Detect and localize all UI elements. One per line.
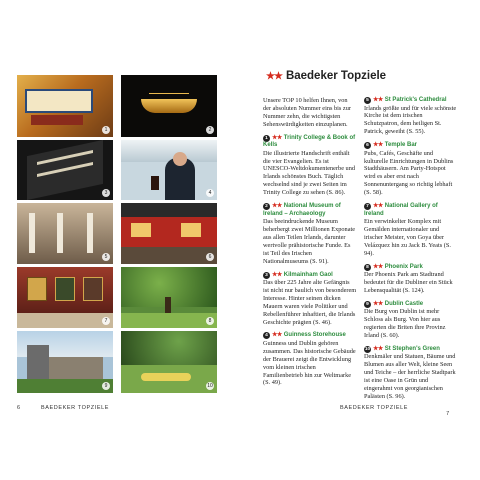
number-badge: 5 bbox=[364, 97, 371, 104]
photo-number: 10 bbox=[207, 383, 213, 389]
photo-temple-bar-pub bbox=[121, 203, 217, 264]
photo-golden-boat bbox=[121, 75, 217, 137]
list-item bbox=[364, 301, 458, 340]
item-title bbox=[263, 272, 357, 280]
photo-st-stephens-green bbox=[121, 331, 217, 393]
photo-number: 2 bbox=[206, 126, 214, 134]
heading-text: Baedeker Topziele bbox=[285, 70, 387, 82]
item-title-text: Dublin Castle bbox=[384, 300, 424, 307]
list-item bbox=[263, 135, 357, 197]
item-text: Pubs, Cafés, Geschäfte und kulturelle Einrichtungen in Dublins Stadthäusern. Am Party-Hotspot wird es aber erst nach Sonnenuntergang so richtig lebhaft (S. 58). bbox=[364, 149, 454, 197]
item-title-text: St Stephen's Green bbox=[384, 345, 440, 352]
photo-guinness-bartender bbox=[121, 140, 217, 200]
right-page bbox=[240, 0, 480, 480]
photo-museum-gallery bbox=[17, 203, 113, 264]
list-item bbox=[263, 272, 357, 327]
right-page-footer bbox=[340, 405, 480, 417]
star-rating-icon: ★★ bbox=[373, 203, 383, 210]
item-title bbox=[364, 203, 458, 218]
list-item bbox=[263, 332, 357, 387]
number-badge: 7 bbox=[364, 203, 371, 210]
page-number: 7 bbox=[446, 411, 450, 417]
photo-number: 6 bbox=[206, 253, 214, 261]
star-rating-icon: ★★ bbox=[272, 271, 282, 278]
item-title-text: Guinness Storehouse bbox=[283, 332, 346, 339]
item-title bbox=[364, 301, 458, 309]
running-title: BAEDEKER TOPZIELE bbox=[340, 405, 409, 411]
list-item bbox=[263, 203, 357, 265]
photo-number: 3 bbox=[102, 189, 110, 197]
item-title bbox=[364, 142, 458, 150]
star-rating-icon: ★★ bbox=[373, 300, 383, 307]
running-title: BAEDEKER TOPZIELE bbox=[40, 405, 110, 411]
item-text: Die Burg von Dublin ist mehr Schloss als Burg. Von hier aus regierten die Briten ihre Provinz Irland (S. 60). bbox=[364, 308, 446, 340]
star-rating-icon: ★★ bbox=[373, 142, 383, 149]
star-rating-icon: ★★ bbox=[266, 71, 282, 82]
photo-number: 7 bbox=[102, 317, 110, 325]
item-title bbox=[263, 203, 357, 218]
item-title-text: Kilmainham Gaol bbox=[283, 271, 333, 278]
item-text: Irlands größte und für viele schönste Kirche ist dem irischen Schutzpatron, dem heiligen St. Patrick, geweiht (S. 55). bbox=[364, 104, 457, 136]
number-badge: 6 bbox=[364, 142, 371, 149]
number-badge: 1 bbox=[263, 135, 270, 142]
number-badge: 8 bbox=[364, 264, 371, 271]
number-badge: 4 bbox=[263, 332, 270, 339]
item-title-text: National Museum of Ireland – Archaeology bbox=[263, 203, 341, 217]
item-text: Das über 225 Jahre alte Gefängnis ist nicht nur baulich von besonderem Interesse. Hinter seinen dicken Mauern waren viele Politiker und Rebellenführer inhaftiert, die Irlands Geschichte prägten (S. 46). bbox=[263, 279, 357, 326]
photo-number: 1 bbox=[102, 126, 110, 134]
star-rating-icon: ★★ bbox=[272, 203, 282, 210]
photo-book-of-kells bbox=[17, 75, 113, 137]
number-badge: 9 bbox=[364, 301, 371, 308]
item-title bbox=[263, 135, 357, 150]
photo-national-gallery-room bbox=[17, 267, 113, 328]
photo-phoenix-park-tree bbox=[121, 267, 217, 328]
content-column-right bbox=[364, 97, 458, 407]
star-rating-icon: ★★ bbox=[373, 97, 383, 103]
star-rating-icon: ★★ bbox=[373, 263, 383, 270]
list-item bbox=[364, 346, 458, 401]
item-title bbox=[364, 264, 458, 272]
item-text: Guinness und Dublin gehören zusammen. Das historische Gebäude der Brauerei zeigt die Entwicklung vom kleinen irischen Familienbetrieb hin zur Weltmarke (S. 49). bbox=[263, 339, 356, 387]
star-rating-icon: ★★ bbox=[272, 134, 282, 141]
item-title bbox=[364, 346, 458, 354]
number-badge: 3 bbox=[263, 272, 270, 279]
page-number: 6 bbox=[17, 405, 21, 411]
photo-number: 8 bbox=[206, 317, 214, 325]
left-page-footer bbox=[17, 405, 109, 411]
item-title-text: Phoenix Park bbox=[384, 263, 423, 270]
photo-dublin-castle bbox=[17, 331, 113, 393]
number-badge: 2 bbox=[263, 203, 270, 210]
item-title bbox=[364, 97, 458, 105]
list-item bbox=[364, 142, 458, 197]
item-title-text: Temple Bar bbox=[384, 142, 417, 149]
photo-number: 4 bbox=[206, 189, 214, 197]
list-item bbox=[364, 97, 458, 136]
item-text: Der Phoenix Park am Stadtrand bedeutet für die Dubliner ein Stück Lebensqualität (S. 124). bbox=[364, 271, 453, 294]
item-text: Das beeindruckende Museum beherbergt zwei Millionen Exponate aus allen Teilen Irlands, darunter wertvolle prähistorische Funde. Es ist Teil des Irischen Nationalmuseums (S. 91). bbox=[263, 218, 356, 265]
content-column-left bbox=[263, 97, 357, 393]
photo-number: 9 bbox=[102, 382, 110, 390]
list-item bbox=[364, 264, 458, 295]
item-title-text: National Gallery of Ireland bbox=[364, 203, 438, 217]
item-title bbox=[263, 332, 357, 340]
list-item bbox=[364, 203, 458, 258]
item-text: Ein verwinkelter Komplex mit Gemälden internationaler und irischer Meister, von Goya über Velázquez hin zu Jack B. Yeats (S. 94). bbox=[364, 218, 451, 257]
photo-number: 5 bbox=[102, 253, 110, 261]
item-title-text: St Patrick's Cathedral bbox=[384, 97, 447, 103]
star-rating-icon: ★★ bbox=[272, 332, 282, 339]
star-rating-icon: ★★ bbox=[373, 345, 383, 352]
number-badge: 10 bbox=[364, 346, 371, 352]
item-text: Denkmäler und Statuen, Bäume und Blumen aus aller Welt, kleine Seen und Teiche – der herrliche Stadtpark ist eine Oase in Grün und eingerahmt von georgianischen Palästen (S. 96). bbox=[364, 353, 456, 400]
page-heading bbox=[266, 70, 386, 82]
photo-kilmainham-sign bbox=[17, 140, 113, 200]
intro-text: Unsere TOP 10 helfen Ihnen, von der absoluten Nummer eins bis zur Nummer zehn, die wichtigsten Sehenswürdigkeiten einzuplanen. bbox=[263, 97, 351, 128]
item-text: Die illustrierte Handschrift enthält die vier Evangelien. Es ist UNESCO-Weltdokumentenerbe und Irlands schönstes Buch. Täglich wechselnd sind je zwei Seiten im Trinity College zu sehen (S. 86). bbox=[263, 149, 356, 197]
item-title-text: Trinity College & Book of Kells bbox=[263, 134, 356, 149]
